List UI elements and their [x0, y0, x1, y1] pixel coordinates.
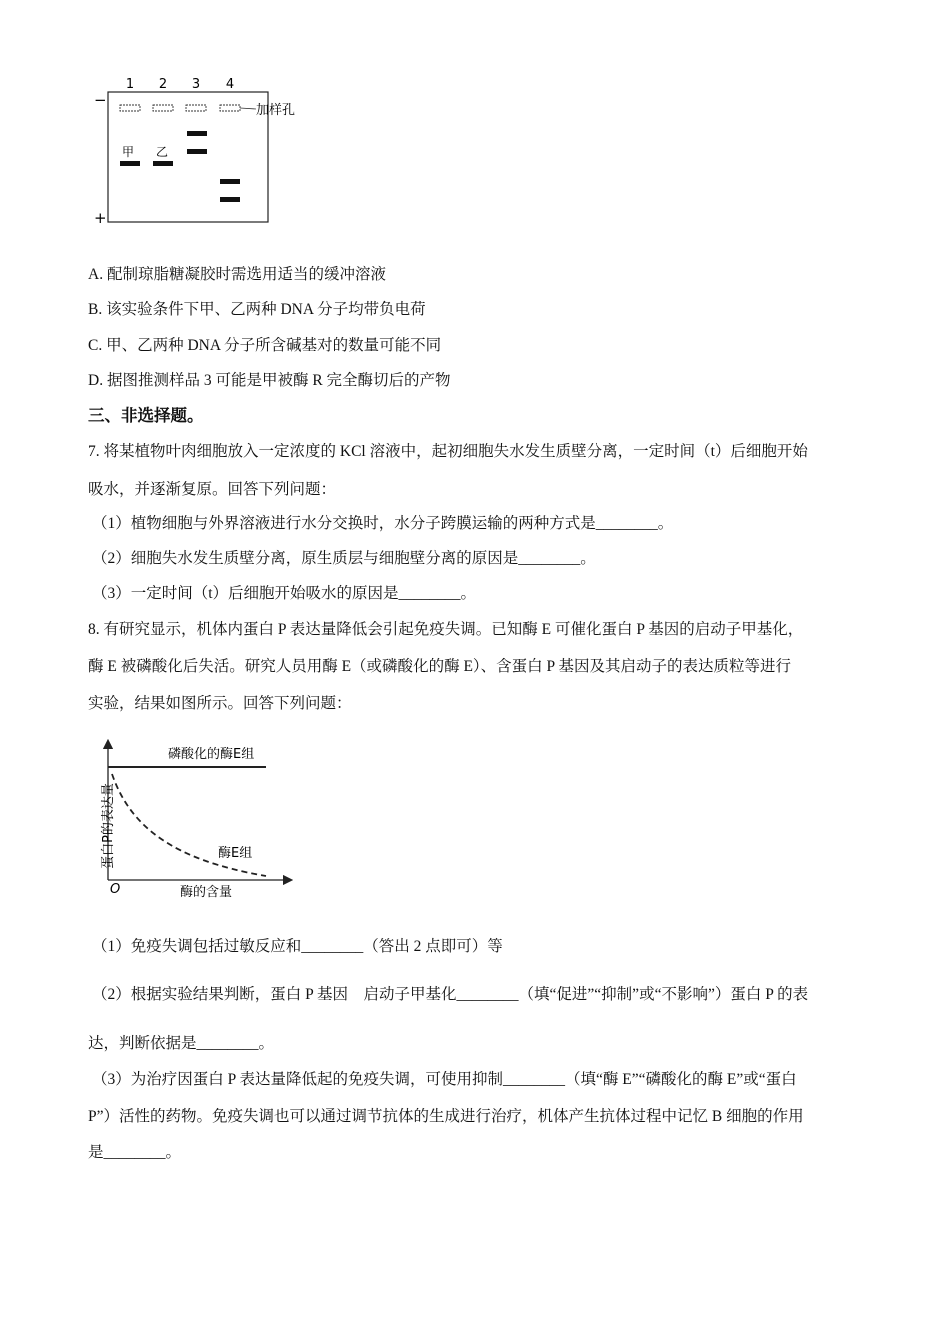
q7-part-3: （3）一定时间（t）后细胞开始吸水的原因是________。: [92, 585, 477, 602]
band-lane-2: [153, 161, 173, 166]
band-lane-4-upper: [220, 179, 240, 184]
q8-part-2-line-2: 达，判断依据是________。: [88, 1035, 275, 1052]
lane-number-4: 4: [225, 78, 235, 92]
option-d: D. 据图推测样品 3 可能是甲被酶 R 完全酶切后的产物: [88, 372, 451, 389]
q8-part-2-line-1: （2）根据实验结果判断，蛋白 P 基因 启动子甲基化________（填“促进”“抑制”或“不影响”）蛋白 P 的表: [92, 986, 809, 1003]
series-label-phosphorylated: 磷酸化的酶E组: [168, 747, 255, 762]
gel-figure: [84, 78, 324, 228]
option-a: A. 配制琼脂糖凝胶时需选用适当的缓冲溶液: [88, 266, 386, 283]
well-label-leader: [240, 108, 256, 109]
q8-stem-line-2: 酶 E 被磷酸化后失活。研究人员用酶 E（或磷酸化的酶 E）、含蛋白 P 基因及其启动子的表达质粒等进行: [88, 658, 791, 675]
q7-stem-line-1: 7. 将某植物叶肉细胞放入一定浓度的 KCl 溶液中，起初细胞失水发生质壁分离，一定时间（t）后细胞开始: [88, 443, 808, 460]
q8-part-1: （1）免疫失调包括过敏反应和________（答出 2 点即可）等: [92, 938, 503, 955]
y-axis-label: 蛋白P的表达量: [101, 783, 116, 869]
series-label-enzyme-e: 酶E组: [218, 846, 253, 861]
q7-part-1: （1）植物细胞与外界溶液进行水分交换时，水分子跨膜运输的两种方式是________。: [92, 515, 674, 532]
well-1: [120, 105, 140, 111]
option-b: B. 该实验条件下甲、乙两种 DNA 分子均带负电荷: [88, 301, 426, 318]
band-lane-3-lower: [187, 149, 207, 154]
q8-part-3-line-3: 是________。: [88, 1144, 182, 1161]
q8-part-3-line-1: （3）为治疗因蛋白 P 表达量降低起的免疫失调，可使用抑制________（填“酶 E”“磷酸化的酶 E”或“蛋白: [92, 1071, 797, 1088]
origin-label: O: [110, 882, 121, 897]
lane-number-2: 2: [158, 78, 168, 92]
q7-stem-line-2: 吸水，并逐渐复原。回答下列问题：: [88, 481, 337, 498]
x-axis-label: 酶的含量: [180, 885, 233, 900]
plus-sign: +: [94, 209, 107, 227]
option-c: C. 甲、乙两种 DNA 分子所含碱基对的数量可能不同: [88, 337, 442, 354]
band-label-jia: 甲: [122, 145, 135, 159]
well-2: [153, 105, 173, 111]
q7-part-2: （2）细胞失水发生质壁分离，原生质层与细胞壁分离的原因是________。: [92, 550, 596, 567]
q8-part-3-line-2: P”）活性的药物。免疫失调也可以通过调节抗体的生成进行治疗，机体产生抗体过程中记忆 B 细胞的作用: [88, 1108, 804, 1125]
q8-stem-line-1: 8. 有研究显示，机体内蛋白 P 表达量降低会引起免疫失调。已知酶 E 可催化蛋白 P 基因的启动子甲基化，: [88, 621, 804, 638]
well-3: [186, 105, 206, 111]
well-label: 加样孔: [256, 103, 296, 118]
band-lane-1: [120, 161, 140, 166]
section-title: 三、非选择题。: [88, 406, 204, 425]
band-lane-4-lower: [220, 197, 240, 202]
expression-chart: [88, 738, 298, 906]
lane-number-3: 3: [191, 78, 201, 92]
minus-sign: −: [94, 91, 107, 109]
band-label-yi: 乙: [156, 145, 169, 159]
q8-stem-line-3: 实验，结果如图所示。回答下列问题：: [88, 695, 352, 712]
band-lane-3-upper: [187, 131, 207, 136]
lane-number-1: 1: [125, 78, 135, 92]
well-4: [220, 105, 240, 111]
